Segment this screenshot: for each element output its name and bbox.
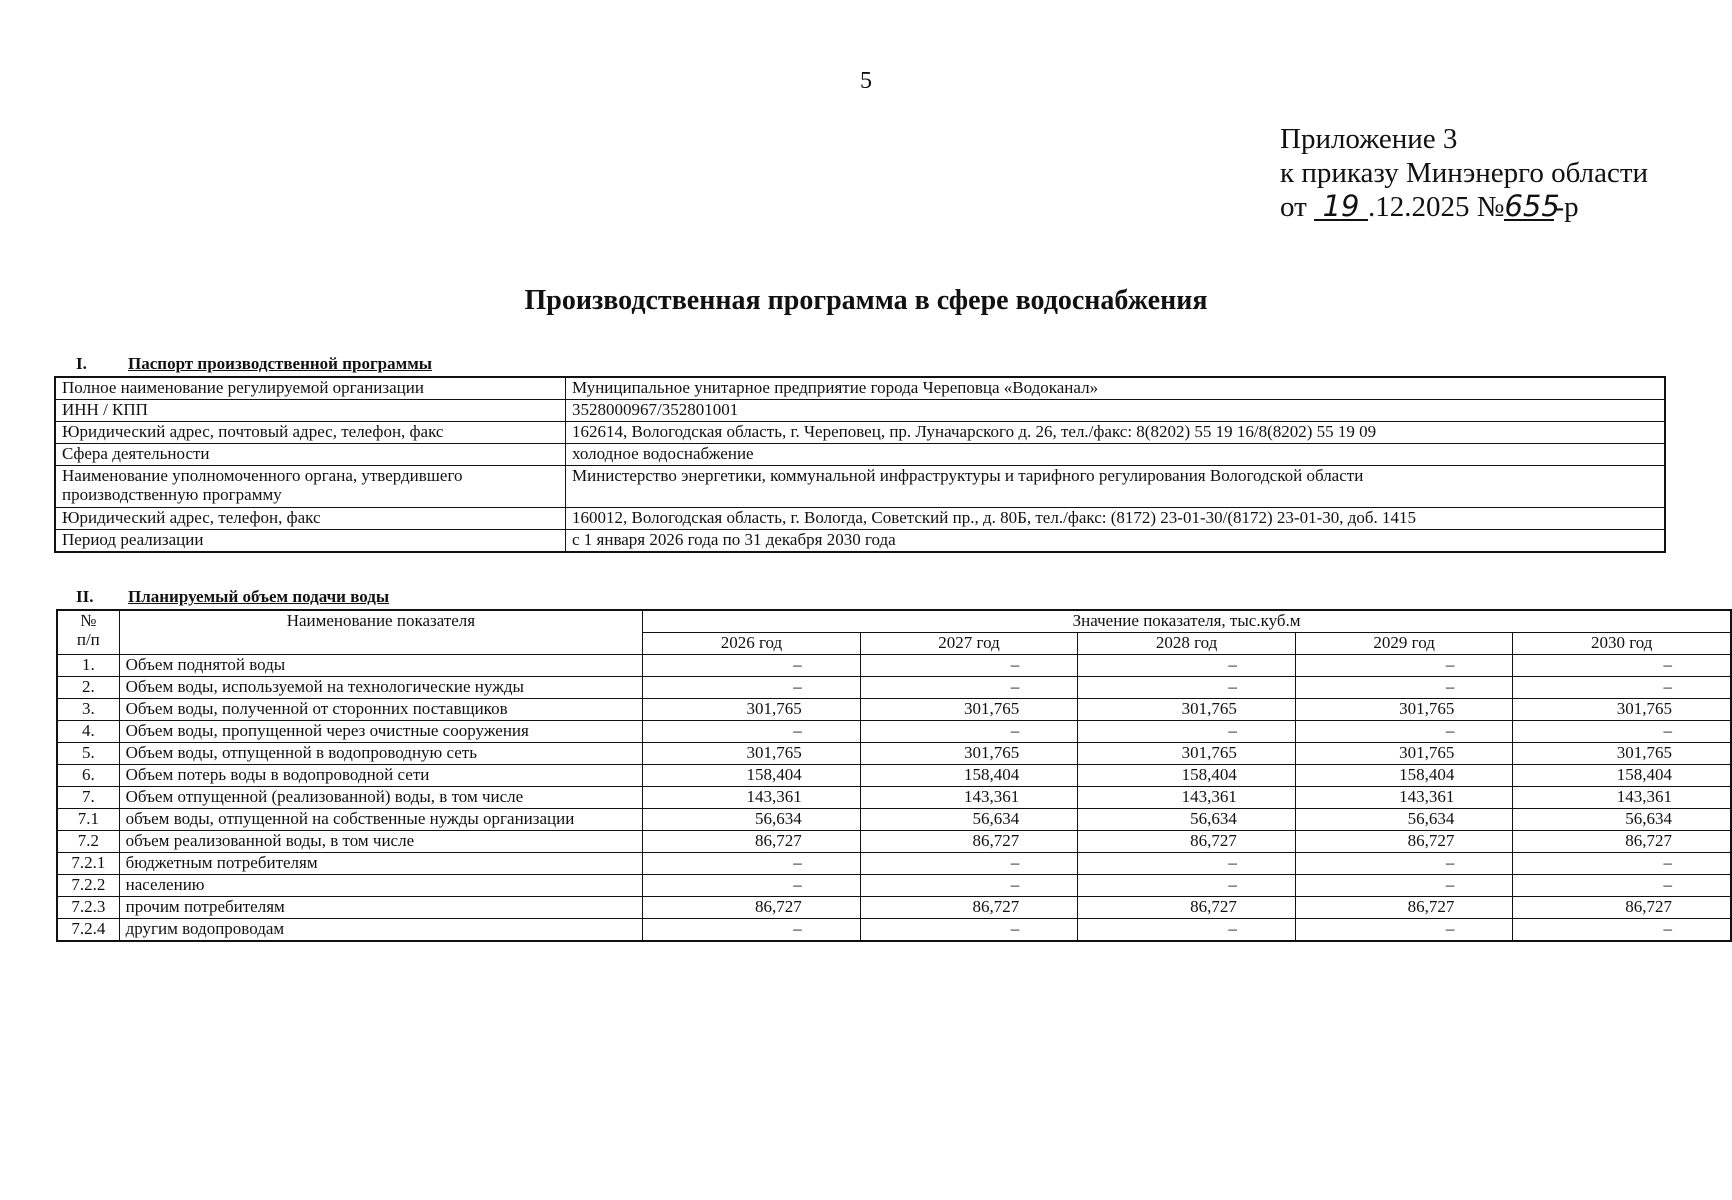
row-value: – xyxy=(1513,721,1731,743)
header-year: 2026 год xyxy=(643,633,861,655)
table-row xyxy=(57,853,1731,875)
row-indicator-name: Объем потерь воды в водопроводной сети xyxy=(119,765,643,787)
row-number: 2. xyxy=(57,677,119,699)
row-value: 86,727 xyxy=(860,831,1078,853)
appendix-suffix: -р xyxy=(1554,191,1579,223)
row-value: 86,727 xyxy=(1078,897,1296,919)
row-value: – xyxy=(1513,853,1731,875)
row-value: 301,765 xyxy=(860,743,1078,765)
row-value: – xyxy=(1078,875,1296,897)
row-number: 7.2 xyxy=(57,831,119,853)
table-row xyxy=(57,677,1731,699)
row-value: 158,404 xyxy=(1295,765,1513,787)
row-value: 56,634 xyxy=(1513,809,1731,831)
section1-number: I. xyxy=(76,354,87,373)
section2-heading xyxy=(54,587,389,607)
appendix-prefix: от xyxy=(1280,191,1315,223)
passport-value: 160012, Вологодская область, г. Вологда, Советский пр., д. 80Б, тел./факс: (8172) 23-01-30/(8172) 23-01-30, доб. 1415 xyxy=(566,508,1666,530)
row-value: 143,361 xyxy=(1295,787,1513,809)
row-value: 56,634 xyxy=(1078,809,1296,831)
table-row xyxy=(55,530,1665,553)
row-value: 143,361 xyxy=(1078,787,1296,809)
row-indicator-name: Объем воды, отпущенной в водопроводную сеть xyxy=(119,743,643,765)
section2-title: Планируемый объем подачи воды xyxy=(128,587,390,606)
page-number: 5 xyxy=(860,68,872,94)
row-value: – xyxy=(860,655,1078,677)
table-row xyxy=(55,466,1665,508)
row-value: 301,765 xyxy=(1513,743,1731,765)
row-indicator-name: Объем отпущенной (реализованной) воды, в том числе xyxy=(119,787,643,809)
row-number: 7.2.3 xyxy=(57,897,119,919)
row-value: 301,765 xyxy=(860,699,1078,721)
section1-title: Паспорт производственной программы xyxy=(128,354,433,373)
passport-value: с 1 января 2026 года по 31 декабря 2030 года xyxy=(566,530,1666,553)
passport-value: Министерство энергетики, коммунальной инфраструктуры и тарифного регулирования Вологодской области xyxy=(566,466,1666,508)
table-row xyxy=(55,508,1665,530)
row-value: – xyxy=(860,721,1078,743)
row-value: – xyxy=(1295,919,1513,942)
row-indicator-name: другим водопроводам xyxy=(119,919,643,942)
row-value: – xyxy=(643,721,861,743)
row-value: – xyxy=(643,853,861,875)
passport-label: Юридический адрес, почтовый адрес, телефон, факс xyxy=(55,422,566,444)
row-value: – xyxy=(1078,677,1296,699)
table-row xyxy=(57,655,1731,677)
row-value: – xyxy=(860,875,1078,897)
row-value: 301,765 xyxy=(1513,699,1731,721)
row-value: 56,634 xyxy=(1295,809,1513,831)
row-value: – xyxy=(1078,919,1296,942)
row-value: – xyxy=(1295,875,1513,897)
row-value: 158,404 xyxy=(1513,765,1731,787)
table-row xyxy=(57,897,1731,919)
row-value: 301,765 xyxy=(1295,699,1513,721)
row-value: 86,727 xyxy=(1513,897,1731,919)
row-indicator-name: Объем воды, используемой на технологические нужды xyxy=(119,677,643,699)
row-indicator-name: объем реализованной воды, в том числе xyxy=(119,831,643,853)
row-indicator-name: Объем воды, полученной от сторонних поставщиков xyxy=(119,699,643,721)
appendix-line1: Приложение 3 xyxy=(1280,123,1458,155)
header-group: Значение показателя, тыс.куб.м xyxy=(643,610,1731,633)
row-number: 7.2.1 xyxy=(57,853,119,875)
table-row xyxy=(57,765,1731,787)
row-indicator-name: бюджетным потребителям xyxy=(119,853,643,875)
table-row xyxy=(57,699,1731,721)
row-value: 301,765 xyxy=(1078,699,1296,721)
row-value: – xyxy=(1078,721,1296,743)
section1-heading xyxy=(54,354,432,374)
row-value: 56,634 xyxy=(643,809,861,831)
appendix-line2: к приказу Минэнерго области xyxy=(1280,157,1649,189)
header-year: 2028 год xyxy=(1078,633,1296,655)
row-value: 143,361 xyxy=(860,787,1078,809)
header-year: 2029 год xyxy=(1295,633,1513,655)
row-value: 158,404 xyxy=(1078,765,1296,787)
appendix-block xyxy=(1280,122,1648,224)
row-number: 7.2.4 xyxy=(57,919,119,942)
table-row xyxy=(55,377,1665,400)
table-row xyxy=(55,400,1665,422)
row-value: 86,727 xyxy=(1295,897,1513,919)
page-title: Производственная программа в сфере водоснабжения xyxy=(524,285,1208,316)
row-value: – xyxy=(1295,677,1513,699)
row-value: 143,361 xyxy=(643,787,861,809)
handwritten-day: 19 xyxy=(1314,193,1368,221)
row-number: 3. xyxy=(57,699,119,721)
row-value: – xyxy=(1078,655,1296,677)
row-value: 301,765 xyxy=(643,699,861,721)
row-value: 86,727 xyxy=(643,897,861,919)
table-header-row xyxy=(57,610,1731,633)
header-num: № п/п xyxy=(57,610,119,655)
passport-label: Сфера деятельности xyxy=(55,444,566,466)
table-row xyxy=(57,787,1731,809)
row-number: 6. xyxy=(57,765,119,787)
row-value: – xyxy=(643,919,861,942)
row-value: 86,727 xyxy=(1078,831,1296,853)
table-row xyxy=(57,721,1731,743)
row-indicator-name: объем воды, отпущенной на собственные нужды организации xyxy=(119,809,643,831)
passport-label: Период реализации xyxy=(55,530,566,553)
row-value: – xyxy=(643,875,861,897)
appendix-line3 xyxy=(1280,190,1648,224)
passport-value: холодное водоснабжение xyxy=(566,444,1666,466)
row-value: – xyxy=(1295,655,1513,677)
row-value: – xyxy=(860,677,1078,699)
passport-value: Муниципальное унитарное предприятие города Череповца «Водоканал» xyxy=(566,377,1666,400)
row-value: 86,727 xyxy=(860,897,1078,919)
header-name: Наименование показателя xyxy=(119,610,643,655)
row-value: 86,727 xyxy=(1295,831,1513,853)
row-number: 7.1 xyxy=(57,809,119,831)
row-value: 143,361 xyxy=(1513,787,1731,809)
row-indicator-name: Объем воды, пропущенной через очистные сооружения xyxy=(119,721,643,743)
row-number: 1. xyxy=(57,655,119,677)
row-indicator-name: Объем поднятой воды xyxy=(119,655,643,677)
row-value: – xyxy=(1513,919,1731,942)
passport-value: 162614, Вологодская область, г. Череповец, пр. Луначарского д. 26, тел./факс: 8(8202) 55 19 16/8(8202) 55 19 09 xyxy=(566,422,1666,444)
row-value: – xyxy=(1513,875,1731,897)
passport-label: Полное наименование регулируемой организации xyxy=(55,377,566,400)
passport-table xyxy=(54,376,1666,553)
handwritten-order-number: 655 xyxy=(1504,189,1560,223)
row-indicator-name: прочим потребителям xyxy=(119,897,643,919)
row-indicator-name: населению xyxy=(119,875,643,897)
row-value: 301,765 xyxy=(643,743,861,765)
passport-label: Наименование уполномоченного органа, утвердившего производственную программу xyxy=(55,466,566,508)
passport-value: 3528000967/352801001 xyxy=(566,400,1666,422)
row-value: 86,727 xyxy=(1513,831,1731,853)
row-value: 158,404 xyxy=(643,765,861,787)
row-value: – xyxy=(1513,677,1731,699)
row-number: 5. xyxy=(57,743,119,765)
row-value: – xyxy=(1078,853,1296,875)
row-number: 7.2.2 xyxy=(57,875,119,897)
row-value: 56,634 xyxy=(860,809,1078,831)
table-row xyxy=(57,743,1731,765)
row-value: 158,404 xyxy=(860,765,1078,787)
table-row xyxy=(55,422,1665,444)
row-value: 301,765 xyxy=(1078,743,1296,765)
row-value: – xyxy=(1295,721,1513,743)
table-row xyxy=(57,809,1731,831)
header-year: 2030 год xyxy=(1513,633,1731,655)
table-row xyxy=(57,831,1731,853)
row-value: – xyxy=(860,919,1078,942)
row-value: 301,765 xyxy=(1295,743,1513,765)
row-value: – xyxy=(643,655,861,677)
table-row xyxy=(57,875,1731,897)
appendix-middle: .12.2025 № xyxy=(1368,191,1505,223)
row-value: 86,727 xyxy=(643,831,861,853)
row-number: 7. xyxy=(57,787,119,809)
water-volume-table xyxy=(56,609,1732,942)
header-year: 2027 год xyxy=(860,633,1078,655)
passport-label: Юридический адрес, телефон, факс xyxy=(55,508,566,530)
table-row xyxy=(57,919,1731,942)
row-value: – xyxy=(860,853,1078,875)
row-value: – xyxy=(1513,655,1731,677)
row-number: 4. xyxy=(57,721,119,743)
table-row xyxy=(55,444,1665,466)
passport-label: ИНН / КПП xyxy=(55,400,566,422)
section2-number: II. xyxy=(76,587,94,606)
row-value: – xyxy=(643,677,861,699)
row-value: – xyxy=(1295,853,1513,875)
